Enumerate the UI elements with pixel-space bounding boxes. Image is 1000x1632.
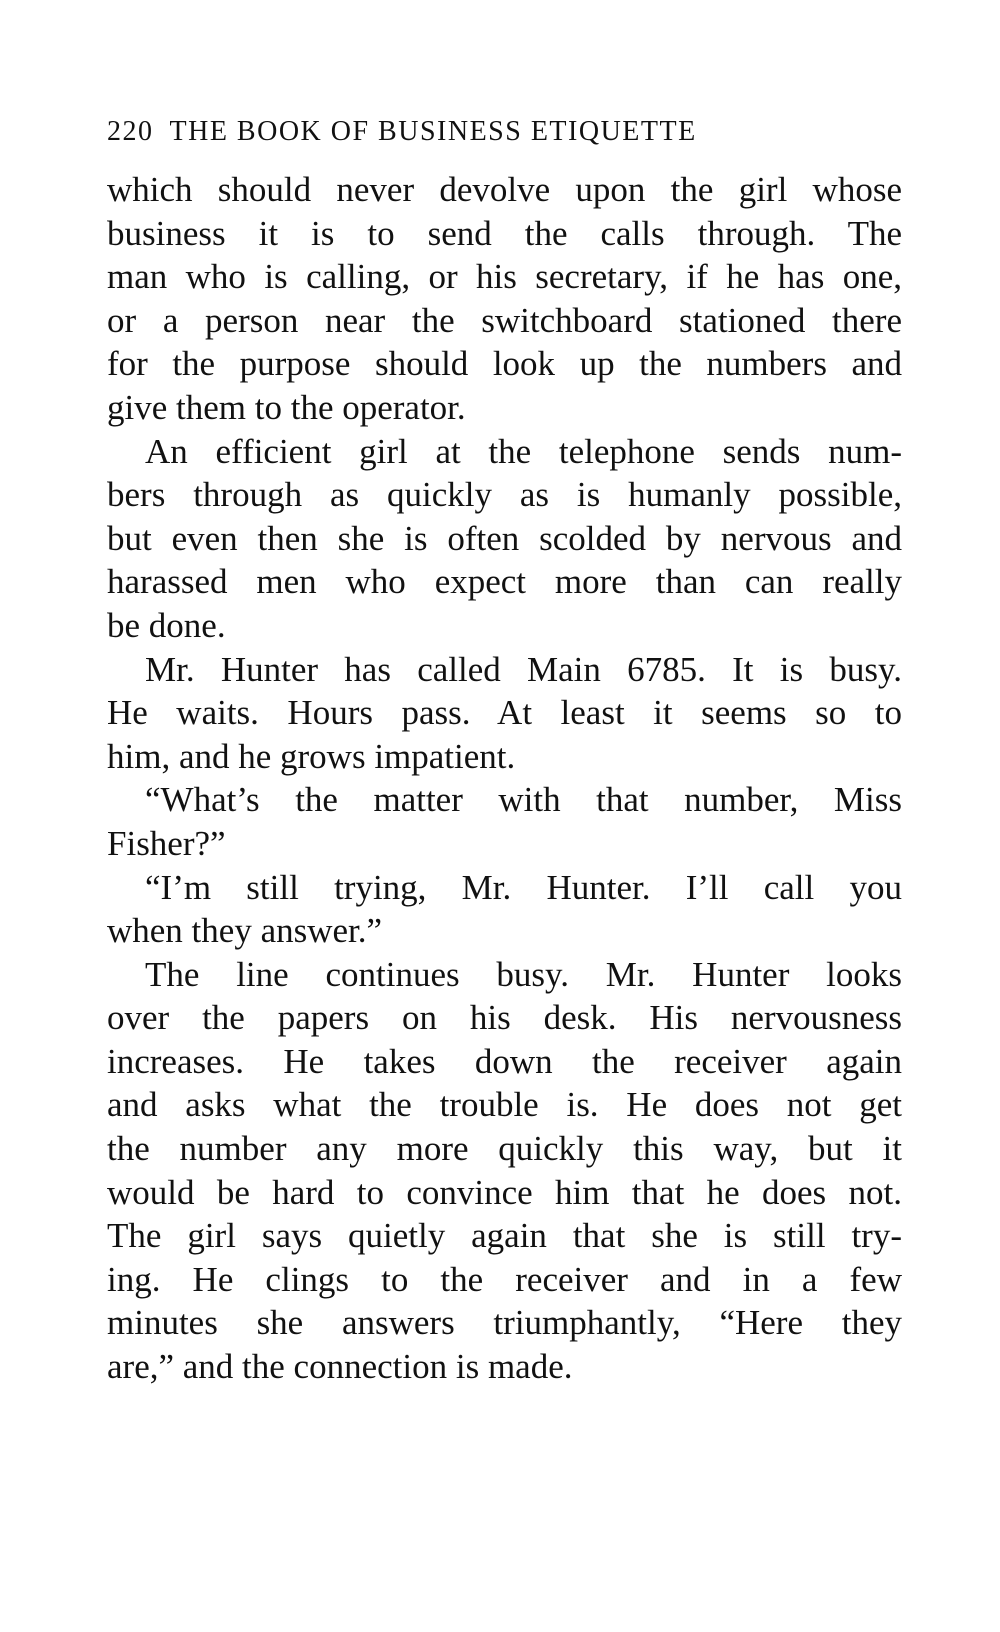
text-line: him, and he grows impatient. [107,736,516,776]
text-line: bers through as quickly as is humanly possible, [107,475,902,515]
text-line: minutes she answers triumphantly, “Here they [107,1303,902,1343]
text-line: An efficient girl at the telephone sends num- [145,431,902,471]
text-line: for the purpose should look up the numbers and [107,344,902,384]
text-line: He waits. Hours pass. At least it seems so to [107,693,902,733]
text-line: Fisher?” [107,823,226,863]
text-line: but even then she is often scolded by nervous and [107,518,902,558]
text-line: business it is to send the calls through. The [107,213,902,253]
body-text [107,168,902,1389]
text-line: The line continues busy. Mr. Hunter looks [145,954,902,994]
text-line: harassed men who expect more than can really [107,562,902,602]
text-line: over the papers on his desk. His nervousness [107,998,902,1038]
text-line: “What’s the matter with that number, Miss [145,780,902,820]
running-title: THE BOOK OF BUSINESS ETIQUETTE [169,116,697,147]
text-line: increases. He takes down the receiver again [107,1041,902,1081]
running-head [107,112,907,152]
text-line: man who is calling, or his secretary, if he has one, [107,257,902,297]
text-line: ing. He clings to the receiver and in a few [107,1259,902,1299]
text-line: give them to the operator. [107,387,466,427]
text-line: be done. [107,605,226,645]
text-line: The girl says quietly again that she is still try- [107,1216,902,1256]
text-line: would be hard to convince him that he does not. [107,1172,902,1212]
text-line: and asks what the trouble is. He does not get [107,1085,902,1125]
text-line: “I’m still trying, Mr. Hunter. I’ll call you [145,867,902,907]
page-number: 220 [107,116,154,147]
text-line: the number any more quickly this way, but it [107,1129,902,1169]
text-line: or a person near the switchboard stationed there [107,300,902,340]
text-line: are,” and the connection is made. [107,1347,573,1387]
text-line: when they answer.” [107,911,383,951]
text-line: which should never devolve upon the girl whose [107,170,902,209]
text-line: Mr. Hunter has called Main 6785. It is busy. [145,649,902,689]
